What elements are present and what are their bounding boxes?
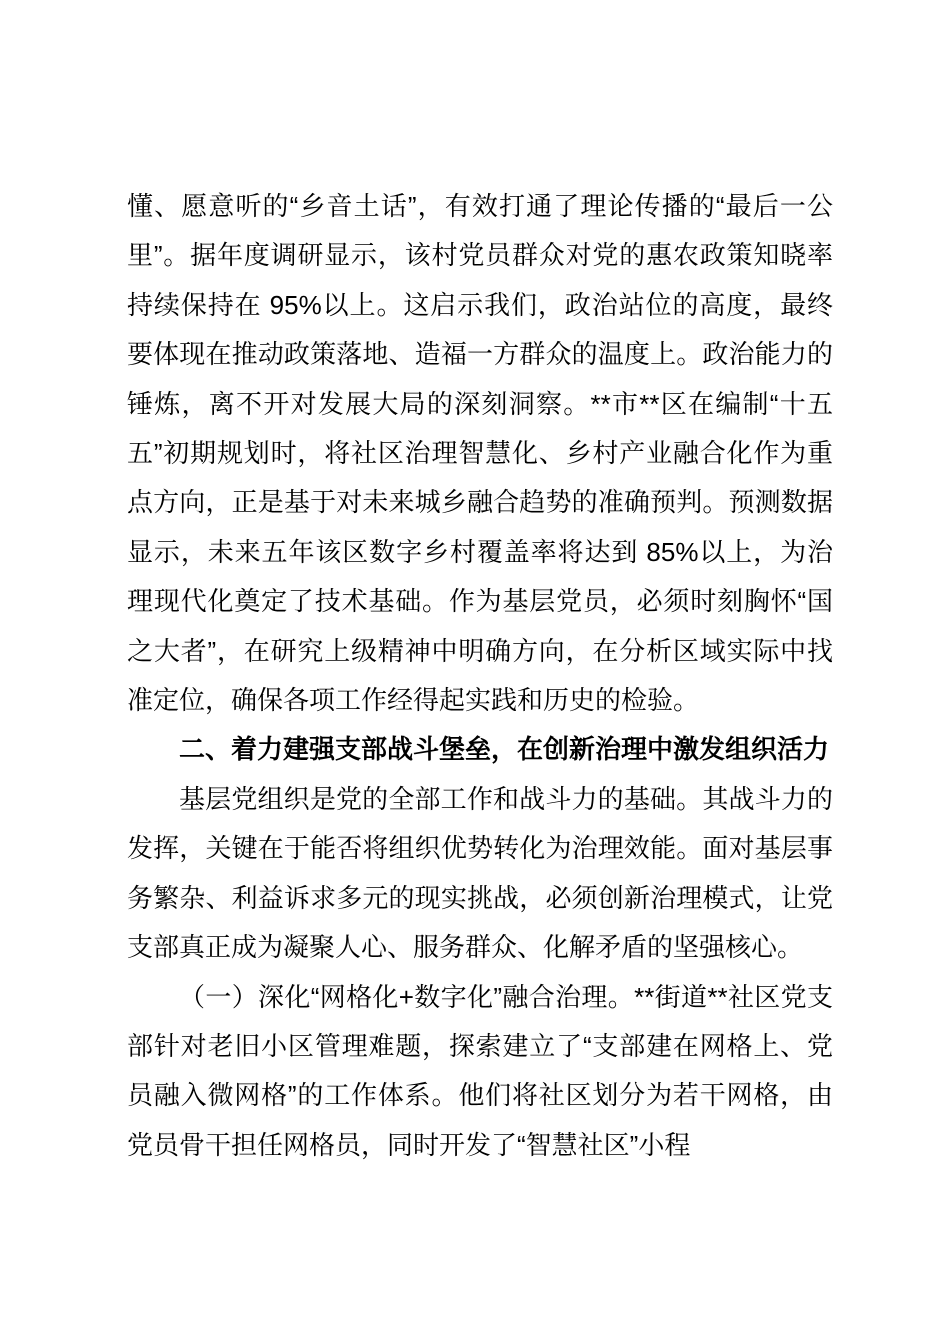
paragraph: 基层党组织是党的全部工作和战斗力的基础。其战斗力的发挥，关键在于能否将组织优势转化为治理效能。面对基层事务繁杂、利益诉求多元的现实挑战，必须创新治理模式，让党支部真正成为凝聚人心、服务群众、化解矛盾的坚强核心。 [127, 783, 833, 963]
paragraph-continuation: 懂、愿意听的“乡音土话”，有效打通了理论传播的“最后一公里”。据年度调研显示，该村党员群众对党的惠农政策知晓率持续保持在 95%以上。这启示我们，政治站位的高度，最终要体现在推动政策落地、造福一方群众的温度上。政治能力的锤炼，离不开对发展大局的深刻洞察。**市**区在编制“十五五”初期规划时，将社区治理智慧化、乡村产业融合化作为重点方向，正是基于对未来城乡融合趋势的准确预判。预测数据显示，未来五年该区数字乡村覆盖率将达到 85%以上，为治理现代化奠定了技术基础。作为基层党员，必须时刻胸怀“国之大者”，在研究上级精神中明确方向，在分析区域实际中找准定位，确保各项工作经得起实践和历史的检验。 [127, 191, 833, 716]
section-heading: 二、着力建强支部战斗堡垒，在创新治理中激发组织活力 [179, 734, 830, 765]
paragraph: （一）深化“网格化+数字化”融合治理。**街道**社区党支部针对老旧小区管理难题，探索建立了“支部建在网格上、党员融入微网格”的工作体系。他们将社区划分为若干网格，由党员骨干担任网格员，同时开发了“智慧社区”小程 [127, 981, 833, 1160]
